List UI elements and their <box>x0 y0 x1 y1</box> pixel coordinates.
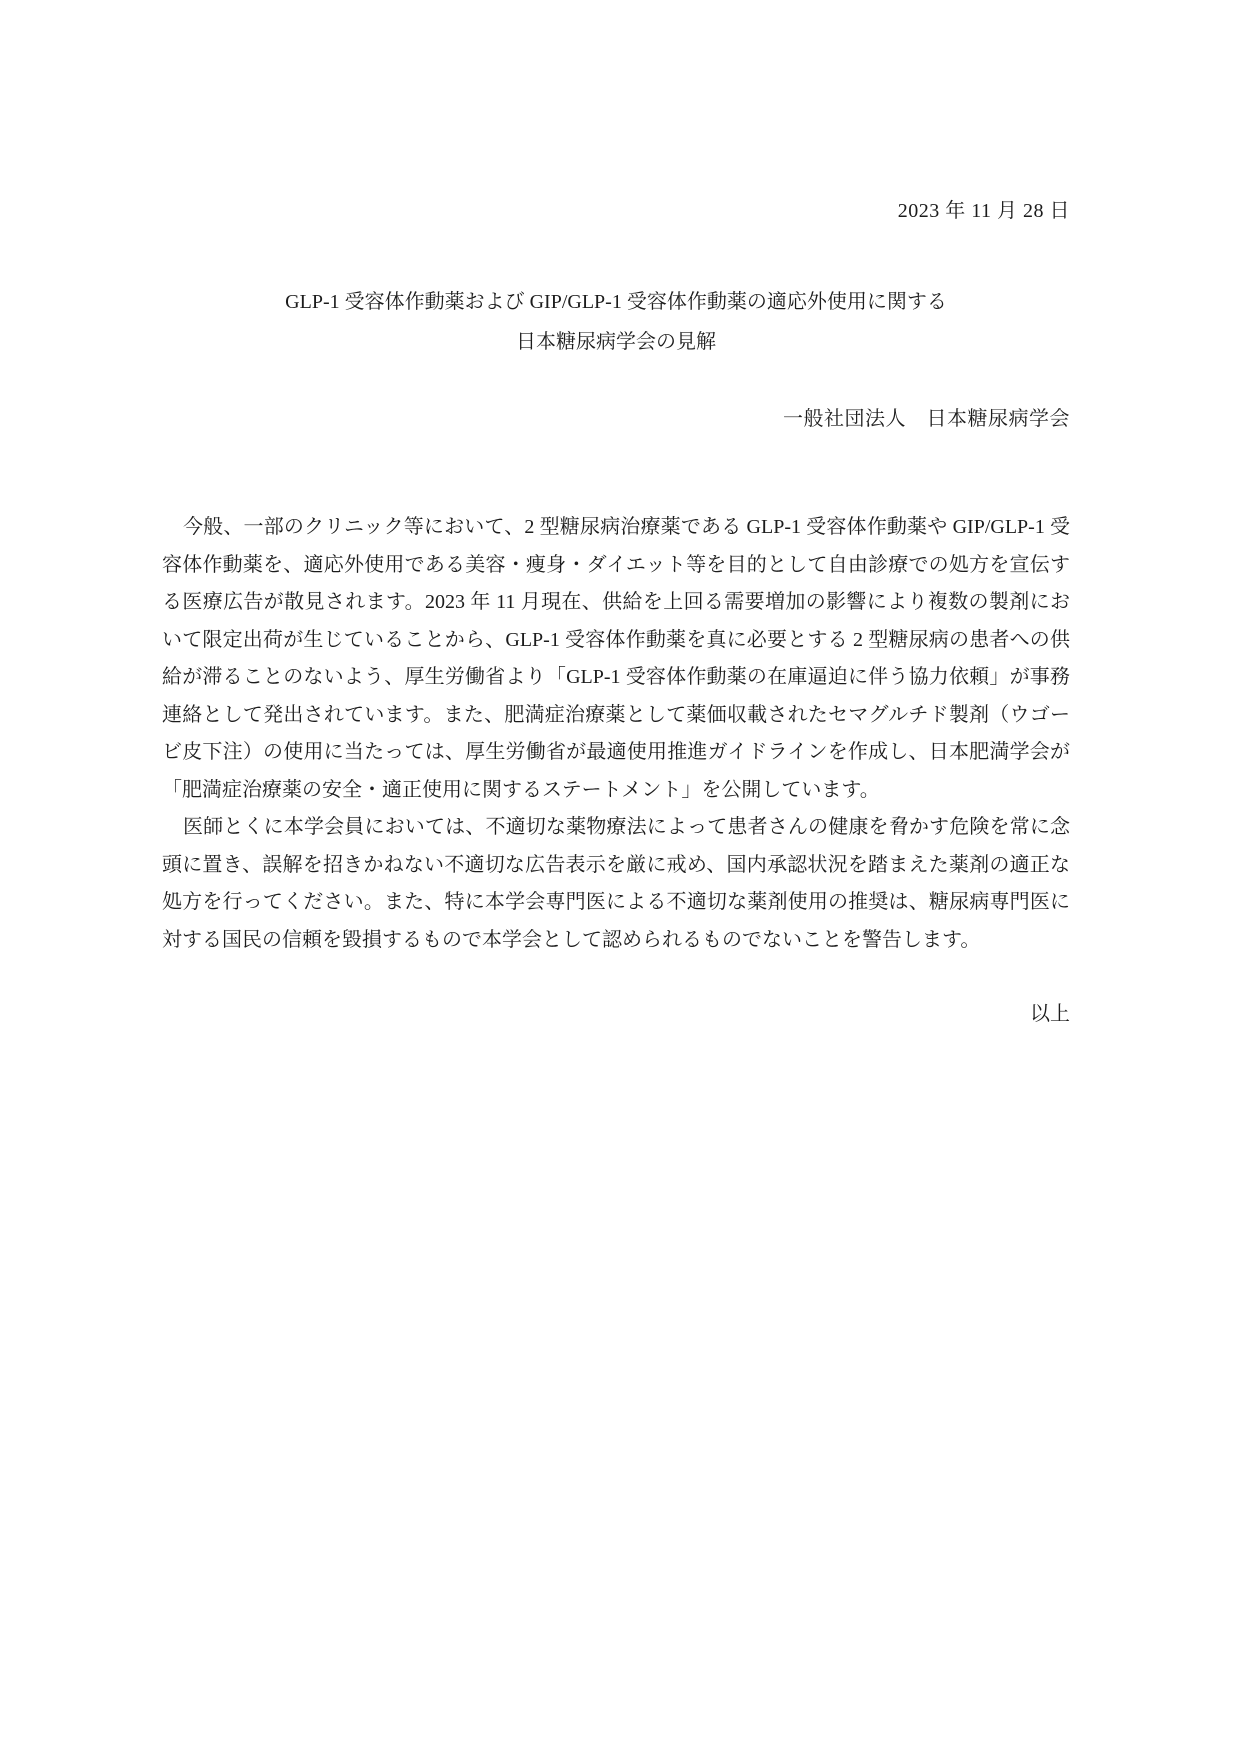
body-paragraph-2: 医師とくに本学会員においては、不適切な薬物療法によって患者さんの健康を脅かす危険を常に念頭に置き、誤解を招きかねない不適切な広告表示を厳に戒め、国内承認状況を踏まえた薬剤の適正な処方を行ってください。また、特に本学会専門医による不適切な薬剤使用の推奨は、糖尿病専門医に対する国民の信頼を毀損するもので本学会として認められるものでないことを警告します。 <box>162 816 1070 951</box>
document-date: 2023 年 11 月 28 日 <box>897 200 1070 222</box>
document-author: 一般社団法人 日本糖尿病学会 <box>783 408 1070 430</box>
body-paragraph-1: 今般、一部のクリニック等において、2 型糖尿病治療薬である GLP-1 受容体作動薬や GIP/GLP-1 受容体作動薬を、適応外使用である美容・痩身・ダイエット等を目的として自由診療での処方を宣伝する医療広告が散見されます。2023 年 11 月現在、供給を上回る需要増加の影響により複数の製剤において限定出荷が生じていることから、GLP-1 受容体作動薬を真に必要とする 2 型糖尿病の患者への供給が滞ることのないよう、厚生労働省より「GLP-1 受容体作動薬の在庫逼迫に伴う協力依頼」が事務連絡として発出されています。また、肥満症治療薬として薬価収載されたセマグルチド製剤（ウゴービ皮下注）の使用に当たっては、厚生労働省が最適使用推進ガイドラインを作成し、日本肥満学会が「肥満症治療薬の安全・適正使用に関するステートメント」を公開しています。 <box>162 516 1070 801</box>
document-title-line2: 日本糖尿病学会の見解 <box>516 331 716 353</box>
document-title <box>162 282 1070 362</box>
document-title-line1: GLP-1 受容体作動薬および GIP/GLP-1 受容体作動薬の適応外使用に関する <box>285 291 947 313</box>
document-closing: 以上 <box>1030 1003 1070 1025</box>
document-body <box>162 509 1070 959</box>
